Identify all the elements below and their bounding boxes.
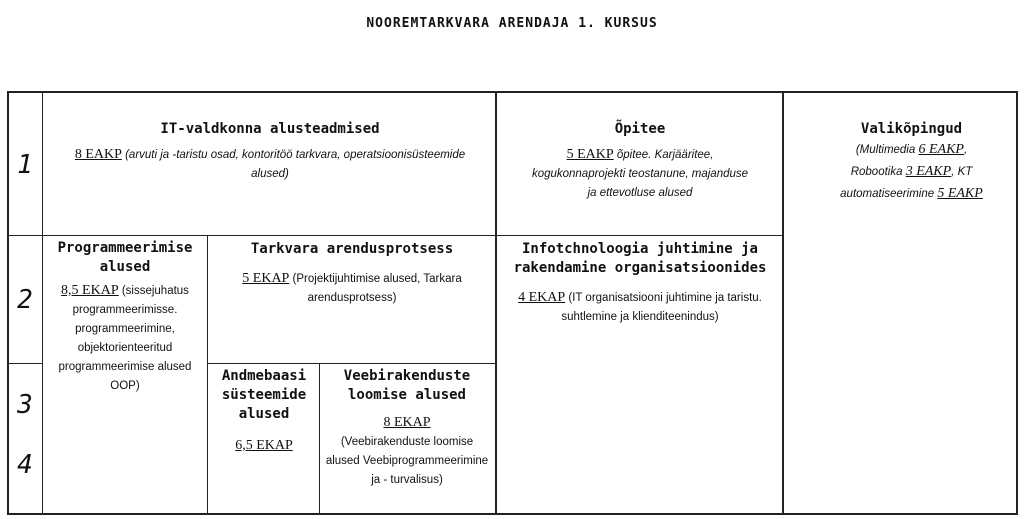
table-border-top (7, 91, 1018, 93)
tark-desc: (Projektijuhtimise alused, Tarkara arendusprotsess) (292, 273, 462, 304)
row-number-4: 4 (17, 450, 33, 480)
cell-andmebaasi (211, 367, 317, 456)
prog-title: Programmeerimise alused (57, 240, 193, 275)
table-border-bottom (7, 513, 1018, 515)
valik-title: Valikõpingud (860, 121, 963, 137)
cell-opitee (530, 120, 750, 203)
valik-credits-robootika: 3 EAKP (905, 164, 952, 179)
row-divider-2b (208, 363, 496, 364)
col-divider-opitee (495, 91, 497, 515)
cell-programmeerimise-alused (46, 239, 204, 396)
row-divider-2 (7, 363, 43, 364)
col-divider-prog (207, 235, 208, 515)
row-number-2: 2 (17, 285, 33, 315)
valik-credits-kt: 5 EAKP (937, 186, 983, 201)
andme-title: Andmebaasi süsteemide alused (221, 368, 307, 422)
row-number-1: 1 (17, 150, 33, 180)
col-divider-valik (782, 91, 784, 515)
valik-prefix: (Multimedia (855, 144, 916, 156)
opitee-title: Õpitee (614, 121, 666, 137)
info-desc: (IT organisatsiooni juhtimine ja taristu. suhtlemine ja klienditeenindus) (561, 292, 762, 323)
opitee-credits: 5 EAKP (566, 147, 614, 162)
it-alus-desc: (arvuti ja -taristu osad, kontoritöö tarkvara, operatsioonisüsteemide alused) (125, 149, 466, 180)
andme-credits: 6,5 EKAP (235, 438, 293, 453)
valik-mid1: , Robootika (850, 144, 968, 178)
table-border-right (1016, 91, 1018, 515)
veeb-desc: (Veebirakenduste loomise alused Veebiprogrammeerimine ja - turvalisus) (325, 436, 489, 486)
col-divider-andme (319, 363, 320, 515)
cell-infotehnoloogia (500, 240, 780, 327)
veeb-title: Veebirakenduste loomise alused (343, 368, 471, 403)
page-title: NOOREMTARKVARA ARENDAJA 1. KURSUS (366, 16, 658, 31)
it-alus-credits: 8 EAKP (74, 147, 122, 162)
info-title: Infotchnoloogia juhtimine ja rakendamine organisatsioonides (513, 241, 767, 276)
row-number-divider (42, 91, 43, 515)
prog-credits: 8,5 EKAP (61, 283, 119, 298)
tark-credits: 5 EKAP (242, 271, 290, 286)
cell-it-alusteadmised (60, 120, 480, 184)
row-divider-1 (7, 235, 784, 236)
valik-mid2: , KT automatiseerimine (840, 166, 973, 200)
valik-credits-multimedia: 6 EAKP (918, 142, 964, 157)
cell-tarkvara-arendusprotsess (212, 240, 492, 308)
cell-valikopingud (834, 120, 989, 205)
tark-title: Tarkvara arendusprotsess (250, 241, 454, 257)
row-number-3: 3 (17, 390, 33, 420)
veeb-credits: 8 EKAP (383, 415, 431, 430)
prog-desc: (sissejuhatus programmeerimisse. programmeerimine, objektorienteeritud programmeerimise alused OOP) (58, 285, 192, 392)
cell-veebirakendused (323, 367, 491, 490)
it-alus-title: IT-valdkonna alusteadmised (160, 121, 380, 137)
opitee-desc: õpitee. Karjääritee, kogukonnaprojekti teostanune, majanduse ja ettevotluse alused (531, 149, 749, 199)
info-credits: 4 EKAP (518, 290, 566, 305)
